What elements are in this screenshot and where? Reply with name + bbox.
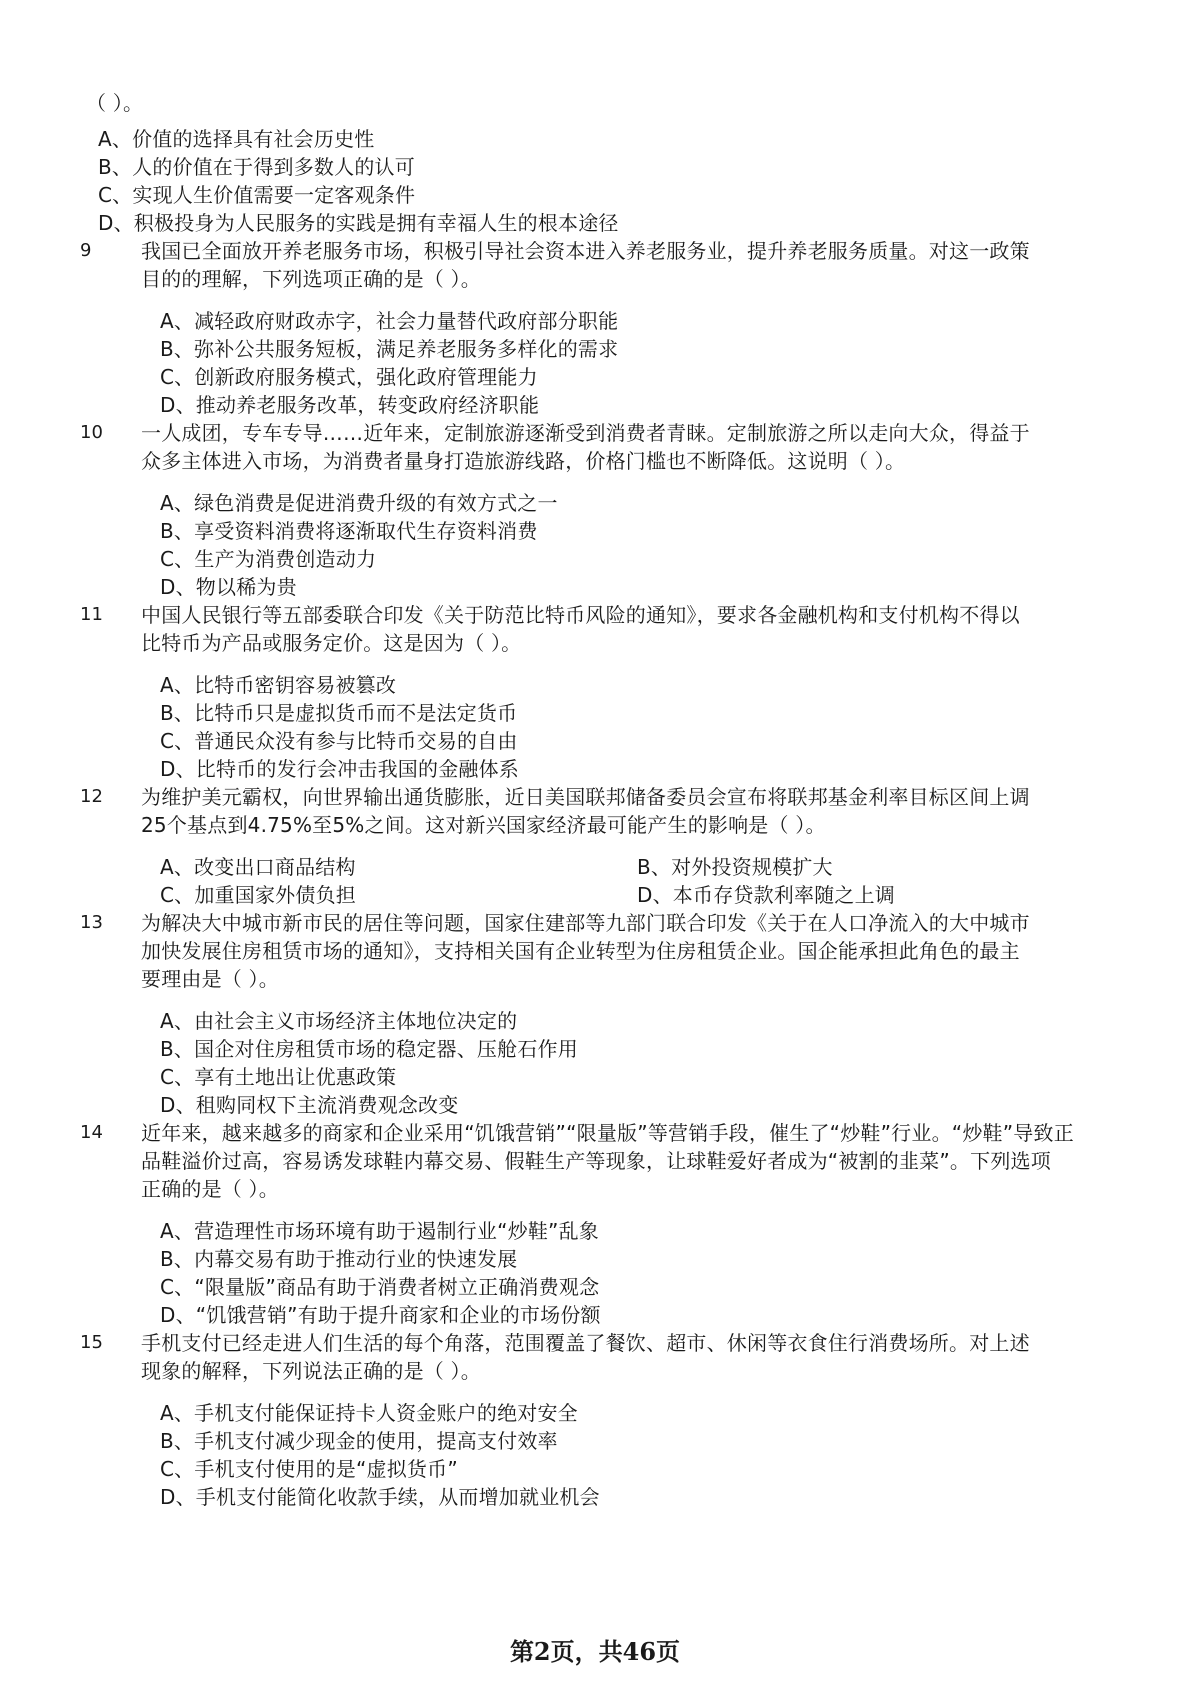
question-13-option-c: C、享有土地出让优惠政策 — [160, 1065, 397, 1089]
question-12-number: 12 — [80, 786, 103, 807]
question-12-stem-line-2: 25个基点到4.75%至5%之间。这对新兴国家经济最可能产生的影响是（ ）。 — [141, 813, 826, 837]
question-10-option-d: D、物以稀为贵 — [160, 575, 297, 599]
question-15-option-d: D、手机支付能简化收款手续，从而增加就业机会 — [160, 1485, 600, 1509]
question-13-option-b: B、国企对住房租赁市场的稳定器、压舱石作用 — [160, 1037, 578, 1061]
question-11-stem-line-2: 比特币为产品或服务定价。这是因为（ ）。 — [141, 631, 522, 655]
question-11-stem-line-1: 中国人民银行等五部委联合印发《关于防范比特币风险的通知》，要求各金融机构和支付机构不得以 — [141, 603, 1020, 627]
question-8-option-d: D、积极投身为人民服务的实践是拥有幸福人生的根本途径 — [98, 211, 619, 235]
question-14-stem-line-1: 近年来，越来越多的商家和企业采用“饥饿营销”“限量版”等营销手段，催生了“炒鞋”行业。“炒鞋”导致正 — [141, 1121, 1074, 1145]
question-11-option-d: D、比特币的发行会冲击我国的金融体系 — [160, 757, 520, 781]
question-11-number: 11 — [80, 604, 103, 625]
question-11-option-c: C、普通民众没有参与比特币交易的自由 — [160, 729, 518, 753]
question-8-option-b: B、人的价值在于得到多数人的认可 — [98, 155, 415, 179]
question-9-option-b: B、弥补公共服务短板，满足养老服务多样化的需求 — [160, 337, 619, 361]
question-15-option-c: C、手机支付使用的是“虚拟货币” — [160, 1457, 458, 1481]
question-14-option-c: C、“限量版”商品有助于消费者树立正确消费观念 — [160, 1275, 600, 1299]
question-12-option-b: B、对外投资规模扩大 — [637, 855, 833, 879]
question-13-stem-line-1: 为解决大中城市新市民的居住等问题，国家住建部等九部门联合印发《关于在人口净流入的大中城市 — [141, 911, 1030, 935]
question-13-option-d: D、租购同权下主流消费观念改变 — [160, 1093, 459, 1117]
question-9-stem-line-2: 目的的理解，下列选项正确的是（ ）。 — [141, 267, 481, 291]
question-12-option-a: A、改变出口商品结构 — [160, 855, 356, 879]
question-13-option-a: A、由社会主义市场经济主体地位决定的 — [160, 1009, 518, 1033]
question-15-option-a: A、手机支付能保证持卡人资金账户的绝对安全 — [160, 1401, 578, 1425]
question-10-stem-line-2: 众多主体进入市场，为消费者量身打造旅游线路，价格门槛也不断降低。这说明（ ）。 — [141, 449, 906, 473]
question-15-option-b: B、手机支付减少现金的使用，提高支付效率 — [160, 1429, 558, 1453]
question-15-number: 15 — [80, 1332, 103, 1353]
question-8-option-a: A、价值的选择具有社会历史性 — [98, 127, 375, 151]
question-13-stem-line-2: 加快发展住房租赁市场的通知》，支持相关国有企业转型为住房租赁企业。国企能承担此角色的最主 — [141, 939, 1020, 963]
question-10-option-a: A、绿色消费是促进消费升级的有效方式之一 — [160, 491, 558, 515]
question-10-stem-line-1: 一人成团，专车专导……近年来，定制旅游逐渐受到消费者青睐。定制旅游之所以走向大众，得益于 — [141, 421, 1030, 445]
question-9-stem-line-1: 我国已全面放开养老服务市场，积极引导社会资本进入养老服务业，提升养老服务质量。对这一政策 — [141, 239, 1030, 263]
page-number-footer: 第2页，共46页 — [509, 1637, 681, 1666]
question-15-stem-line-2: 现象的解释，下列说法正确的是（ ）。 — [141, 1359, 481, 1383]
question-14-option-a: A、营造理性市场环境有助于遏制行业“炒鞋”乱象 — [160, 1219, 600, 1243]
question-15-stem-line-1: 手机支付已经走进人们生活的每个角落，范围覆盖了餐饮、超市、休闲等衣食住行消费场所。对上述 — [141, 1331, 1030, 1355]
question-10-option-b: B、享受资料消费将逐渐取代生存资料消费 — [160, 519, 538, 543]
question-11-option-a: A、比特币密钥容易被篡改 — [160, 673, 397, 697]
question-9-option-a: A、减轻政府财政赤字，社会力量替代政府部分职能 — [160, 309, 619, 333]
question-13-stem-line-3: 要理由是（ ）。 — [141, 967, 279, 991]
question-12-option-d: D、本币存贷款利率随之上调 — [637, 883, 896, 907]
question-14-number: 14 — [80, 1122, 103, 1143]
question-11-option-b: B、比特币只是虚拟货币而不是法定货币 — [160, 701, 518, 725]
question-12-option-c: C、加重国家外债负担 — [160, 883, 356, 907]
question-9-number: 9 — [80, 240, 92, 261]
question-9-option-c: C、创新政府服务模式，强化政府管理能力 — [160, 365, 538, 389]
question-8-option-c: C、实现人生价值需要一定客观条件 — [98, 183, 416, 207]
question-13-number: 13 — [80, 912, 103, 933]
question-10-option-c: C、生产为消费创造动力 — [160, 547, 377, 571]
question-14-option-b: B、内幕交易有助于推动行业的快速发展 — [160, 1247, 518, 1271]
question-8-stem-end: （ ）。 — [86, 91, 144, 115]
question-12-stem-line-1: 为维护美元霸权，向世界输出通货膨胀，近日美国联邦储备委员会宣布将联邦基金利率目标区间上调 — [141, 785, 1030, 809]
question-14-stem-line-3: 正确的是（ ）。 — [141, 1177, 279, 1201]
question-9-option-d: D、推动养老服务改革，转变政府经济职能 — [160, 393, 540, 417]
question-14-stem-line-2: 品鞋溢价过高，容易诱发球鞋内幕交易、假鞋生产等现象，让球鞋爱好者成为“被割的韭菜”。下列选项 — [141, 1149, 1051, 1173]
question-10-number: 10 — [80, 422, 103, 443]
question-14-option-d: D、“饥饿营销”有助于提升商家和企业的市场份额 — [160, 1303, 601, 1327]
